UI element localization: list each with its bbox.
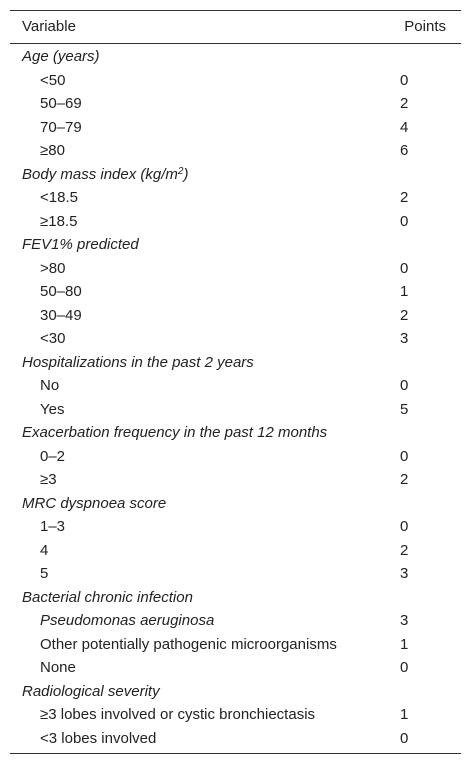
label-text: Pseudomonas aeruginosa: [40, 612, 215, 629]
variable-label: [40, 633, 337, 657]
variable-label: [40, 656, 76, 680]
label-text: >80: [40, 259, 66, 277]
variable-label: [40, 562, 48, 586]
category-row: [10, 492, 461, 516]
points-value: 5: [400, 400, 409, 418]
points-value: 0: [400, 518, 409, 535]
label-text: 5: [40, 565, 49, 582]
table-row: [10, 69, 461, 93]
label-text: Age (years): [22, 48, 100, 65]
points-value: 2: [400, 306, 409, 324]
points-value: 0: [400, 71, 409, 89]
points-value: 0: [400, 259, 409, 277]
category-label: [22, 492, 166, 516]
points-value: 0: [400, 729, 409, 747]
label-text: Radiological severity: [22, 682, 160, 700]
variable-label: [40, 515, 65, 539]
table-row: [10, 515, 461, 539]
label-text: Yes: [40, 400, 65, 418]
points-value: 0: [400, 659, 409, 676]
label-text: 30–49: [40, 306, 82, 324]
table-row: [10, 398, 461, 422]
variable-label: [40, 727, 156, 751]
label-text: ≥3 lobes involved or cystic bronchiectasis: [40, 706, 316, 723]
table-row: [10, 539, 461, 563]
label-text: ≥80: [40, 142, 65, 159]
points-value: 4: [400, 118, 409, 136]
table-row: [10, 727, 461, 751]
table-row: [10, 210, 461, 234]
category-row: [10, 45, 461, 69]
points-column-header: Points: [404, 18, 446, 35]
label-text: <50: [40, 71, 66, 89]
label-superscript: 2: [177, 165, 184, 177]
points-value: 3: [400, 565, 409, 582]
category-label: [22, 233, 139, 257]
table-row: [10, 257, 461, 281]
table-row: [10, 609, 461, 633]
table-body: [10, 44, 461, 753]
table-row: [10, 186, 461, 210]
table-row: [10, 445, 461, 469]
points-value: 2: [400, 471, 409, 488]
category-row: [10, 586, 461, 610]
category-label: [22, 421, 327, 445]
variable-label: [40, 139, 65, 163]
table-row: [10, 327, 461, 351]
table-row: [10, 280, 461, 304]
label-text: 1–3: [40, 518, 66, 535]
category-label: [22, 351, 254, 375]
points-value: 0: [400, 377, 409, 394]
points-value: 6: [400, 142, 409, 159]
points-value: 3: [400, 330, 409, 347]
variable-label: [40, 210, 77, 234]
points-value: 0: [400, 212, 409, 230]
table-row: [10, 116, 461, 140]
label-text: ≥18.5: [40, 212, 78, 230]
category-row: [10, 163, 461, 187]
variable-label: [40, 468, 57, 492]
label-suffix: ): [183, 165, 189, 183]
table-row: [10, 139, 461, 163]
variable-label: [40, 609, 214, 633]
variable-label: [40, 116, 82, 140]
category-row: [10, 421, 461, 445]
points-value: 1: [400, 635, 409, 653]
variable-label: [40, 374, 59, 398]
label-text: ≥3: [40, 471, 57, 488]
category-label: [22, 586, 193, 610]
points-value: 1: [400, 283, 409, 300]
category-row: [10, 233, 461, 257]
category-label: [22, 45, 100, 69]
table-row: [10, 304, 461, 328]
points-value: 1: [400, 706, 409, 723]
variable-label: [40, 280, 82, 304]
score-table: [10, 10, 461, 754]
label-text: 70–79: [40, 118, 82, 136]
points-value: 2: [400, 189, 409, 206]
table-row: [10, 703, 461, 727]
variable-label: [40, 327, 65, 351]
label-text: Other potentially pathogenic microorganisms: [40, 635, 337, 653]
table-row: [10, 562, 461, 586]
variable-label: [40, 186, 78, 210]
variable-label: [40, 539, 48, 563]
points-value: 2: [400, 541, 409, 559]
table-row: [10, 374, 461, 398]
label-text: MRC dyspnoea score: [22, 494, 167, 512]
variable-column-header: Variable: [22, 18, 76, 35]
variable-label: [40, 398, 64, 422]
label-text: 50–80: [40, 283, 82, 300]
variable-label: [40, 445, 65, 469]
label-text: 0–2: [40, 447, 66, 465]
variable-label: [40, 92, 82, 116]
category-label: [22, 680, 160, 704]
table-row: [10, 468, 461, 492]
label-text: None: [40, 659, 76, 676]
category-row: [10, 351, 461, 375]
label-text: Bacterial chronic infection: [22, 588, 193, 606]
table-row: [10, 92, 461, 116]
variable-label: [40, 257, 65, 281]
points-value: 3: [400, 612, 409, 629]
variable-label: [40, 703, 315, 727]
table-row: [10, 633, 461, 657]
label-text: Exacerbation frequency in the past 12 months: [22, 424, 328, 441]
label-text: <3 lobes involved: [40, 729, 157, 747]
label-text: <30: [40, 330, 66, 347]
variable-label: [40, 304, 82, 328]
table-row: [10, 656, 461, 680]
points-value: 0: [400, 447, 409, 465]
variable-label: [40, 69, 65, 93]
label-text: 50–69: [40, 95, 82, 112]
category-label: [22, 163, 188, 187]
label-text: <18.5: [40, 189, 78, 206]
label-text: No: [40, 377, 60, 394]
category-row: [10, 680, 461, 704]
table-header: [10, 11, 461, 44]
label-text: Body mass index (kg/m: [22, 165, 178, 183]
label-text: 4: [40, 541, 49, 559]
label-text: FEV1% predicted: [22, 236, 139, 253]
points-value: 2: [400, 95, 409, 112]
label-text: Hospitalizations in the past 2 years: [22, 353, 254, 371]
